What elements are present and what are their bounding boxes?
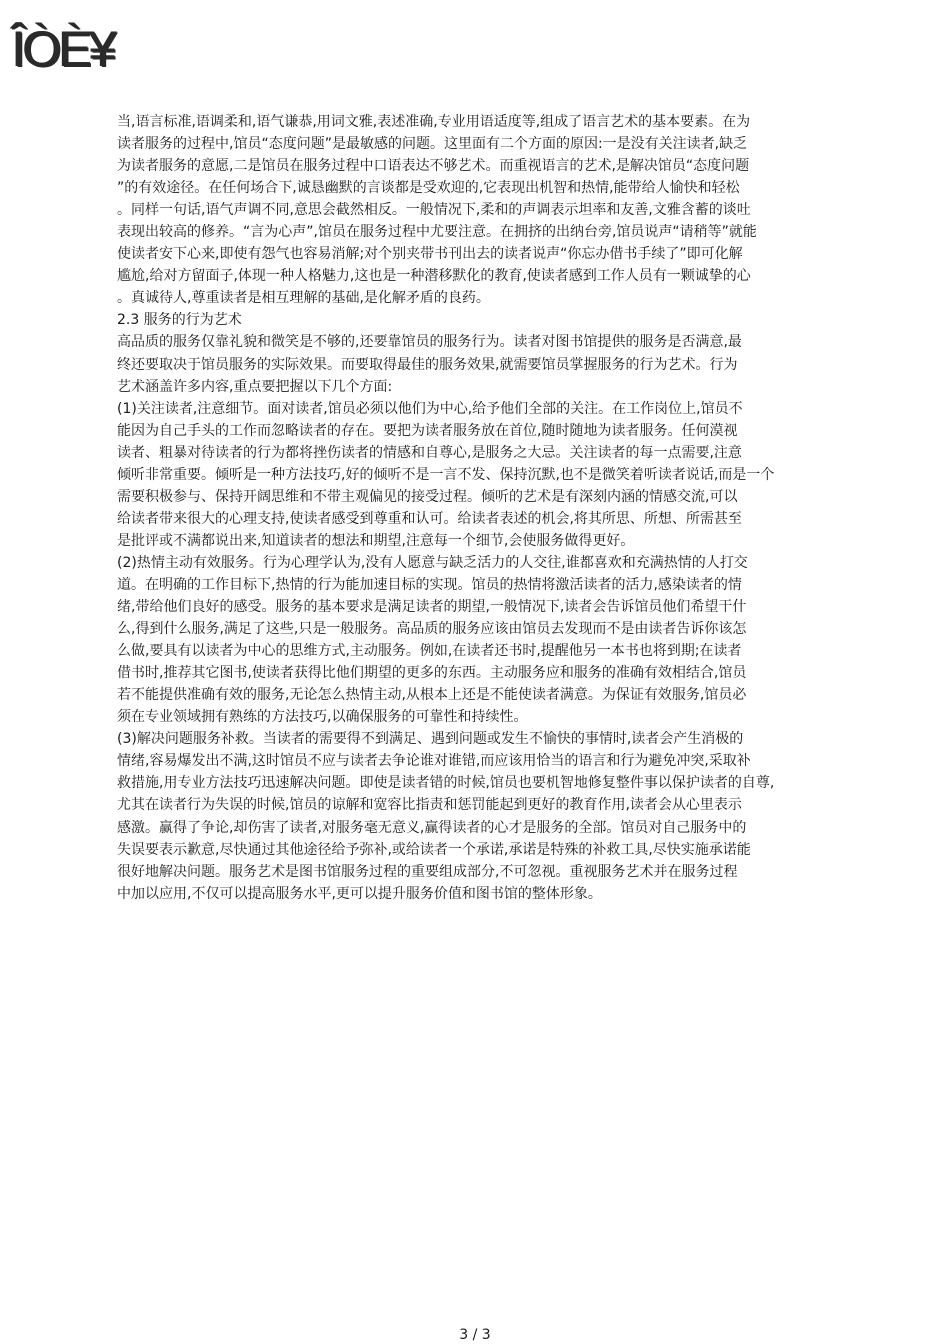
text-line: 绪,带给他们良好的感受。服务的基本要求是满足读者的期望,一般情况下,读者会告诉馆员他们希望干什	[117, 599, 747, 616]
text-line: (3)解决问题服务补救。当读者的需要得不到满足、遇到问题或发生不愉快的事情时,读者会产生消极的	[117, 731, 744, 748]
page-number: 3 / 3	[459, 1327, 491, 1343]
text-line: 须在专业领域拥有熟练的方法技巧,以确保服务的可靠性和持续性。	[117, 709, 528, 726]
text-line: 失误要表示歉意,尽快通过其他途径给予弥补,或给读者一个承诺,承诺是特殊的补救工具,尽快实施承诺能	[117, 841, 751, 858]
text-line: 道。在明确的工作目标下,热情的行为能加速目标的实现。馆员的热情将激活读者的活力,感染读者的情	[117, 576, 742, 593]
text-line: (1)关注读者,注意细节。面对读者,馆员必须以他们为中心,给予他们全部的关注。在工作岗位上,馆员不	[117, 400, 743, 417]
text-line: 借书时,推荐其它图书,使读者获得比他们期望的更多的东西。主动服务应和服务的准确有效相结合,馆员	[117, 665, 747, 682]
text-line: 高品质的服务仅靠礼貌和微笑是不够的,还要靠馆员的服务行为。读者对图书馆提供的服务是否满意,最	[117, 334, 742, 351]
text-line: 给读者带来很大的心理支持,使读者感受到尊重和认可。给读者表述的机会,将其所思、所想、所需甚至	[117, 510, 742, 527]
text-line: 能因为自己手头的工作而忽略读者的存在。要把为读者服务放在首位,随时随地为读者服务。任何漠视	[117, 422, 738, 439]
text-line: 很好地解决问题。服务艺术是图书馆服务过程的重要组成部分,不可忽视。重视服务艺术并在服务过程	[117, 863, 738, 880]
text-line: 尴尬,给对方留面子,体现一种人格魅力,这也是一种潜移默化的教育,使读者感到工作人员有一颗诚挚的心	[117, 268, 751, 285]
text-line: 情绪,容易爆发出不满,这时馆员不应与读者去争论谁对谁错,而应该用恰当的语言和行为避免冲突,采取补	[117, 753, 751, 770]
text-line: 读者服务的过程中,馆员“态度问题”是最敏感的问题。这里面有二个方面的原因:一是没有关注读者,缺乏	[117, 136, 748, 153]
text-line: 使读者安下心来,即使有怨气也容易消解;对个别夹带书刊出去的读者说声“你忘办借书手续了”即可化解	[117, 246, 743, 263]
text-line: ”的有效途径。在任何场合下,诚恳幽默的言谈都是受欢迎的,它表现出机智和热情,能带给人愉快和轻松	[117, 180, 740, 197]
text-line: (2)热情主动有效服务。行为心理学认为,没有人愿意与缺乏活力的人交往,谁都喜欢和充满热情的人打交	[117, 554, 748, 571]
text-line: 救措施,用专业方法技巧迅速解决问题。即使是读者错的时候,馆员也要机智地修复整件事以保护读者的自尊,	[117, 775, 775, 792]
text-line: 2.3 服务的行为艺术	[117, 312, 242, 329]
text-line: 需要积极参与、保持开阔思维和不带主观偏见的接受过程。倾听的艺术是有深刻内涵的情感交流,可以	[117, 488, 738, 505]
text-line: 。同样一句话,语气声调不同,意思会截然相反。一般情况下,柔和的声调表示坦率和友善,文雅含蓄的谈吐	[117, 202, 751, 219]
text-line: 么,得到什么服务,满足了这些,只是一般服务。高品质的服务应该由馆员去发现而不是由读者告诉你该怎	[117, 621, 747, 638]
text-line: 表现出较高的修养。“言为心声”,馆员在服务过程中尤要注意。在拥挤的出纳台旁,馆员说声“请稍等”就能	[117, 224, 757, 241]
header-logo: ÎÒÈ¥	[12, 21, 114, 77]
text-line: 艺术涵盖许多内容,重点要把握以下几个方面:	[117, 378, 393, 395]
text-line: 读者、粗暴对待读者的行为都将挫伤读者的情感和自尊心,是服务之大忌。关注读者的每一点需要,注意	[117, 444, 742, 461]
text-line: 若不能提供准确有效的服务,无论怎么热情主动,从根本上还是不能使读者满意。为保证有效服务,馆员必	[117, 687, 747, 704]
text-line: 当,语言标准,语调柔和,语气谦恭,用词文雅,表述准确,专业用语适度等,组成了语言艺术的基本要素。在为	[117, 114, 751, 130]
text-line: 中加以应用,不仅可以提高服务水平,更可以提升服务价值和图书馆的整体形象。	[117, 885, 602, 902]
text-line: 倾听非常重要。倾听是一种方法技巧,好的倾听不是一言不发、保持沉默,也不是微笑着听读者说话,而是一个	[117, 466, 775, 483]
text-line: 尤其在读者行为失误的时候,馆员的谅解和宽容比指责和惩罚能起到更好的教育作用,读者会从心里表示	[117, 797, 742, 814]
text-line: 感激。赢得了争论,却伤害了读者,对服务毫无意义,赢得读者的心才是服务的全部。馆员对自己服务中的	[117, 819, 747, 836]
text-line: 。真诚待人,尊重读者是相互理解的基础,是化解矛盾的良药。	[117, 290, 490, 307]
document-body	[117, 111, 877, 905]
text-line: 是批评或不满都说出来,知道读者的想法和期望,注意每一个细节,会使服务做得更好。	[117, 532, 635, 549]
text-line: 为读者服务的意愿,二是馆员在服务过程中口语表达不够艺术。而重视语言的艺术,是解决馆员“态度问题	[117, 158, 750, 175]
text-line: 么做,要具有以读者为中心的思维方式,主动服务。例如,在读者还书时,提醒他另一本书也将到期;在读者	[117, 643, 742, 660]
text-line: 终还要取决于馆员服务的实际效果。而要取得最佳的服务效果,就需要馆员掌握服务的行为艺术。行为	[117, 356, 738, 373]
